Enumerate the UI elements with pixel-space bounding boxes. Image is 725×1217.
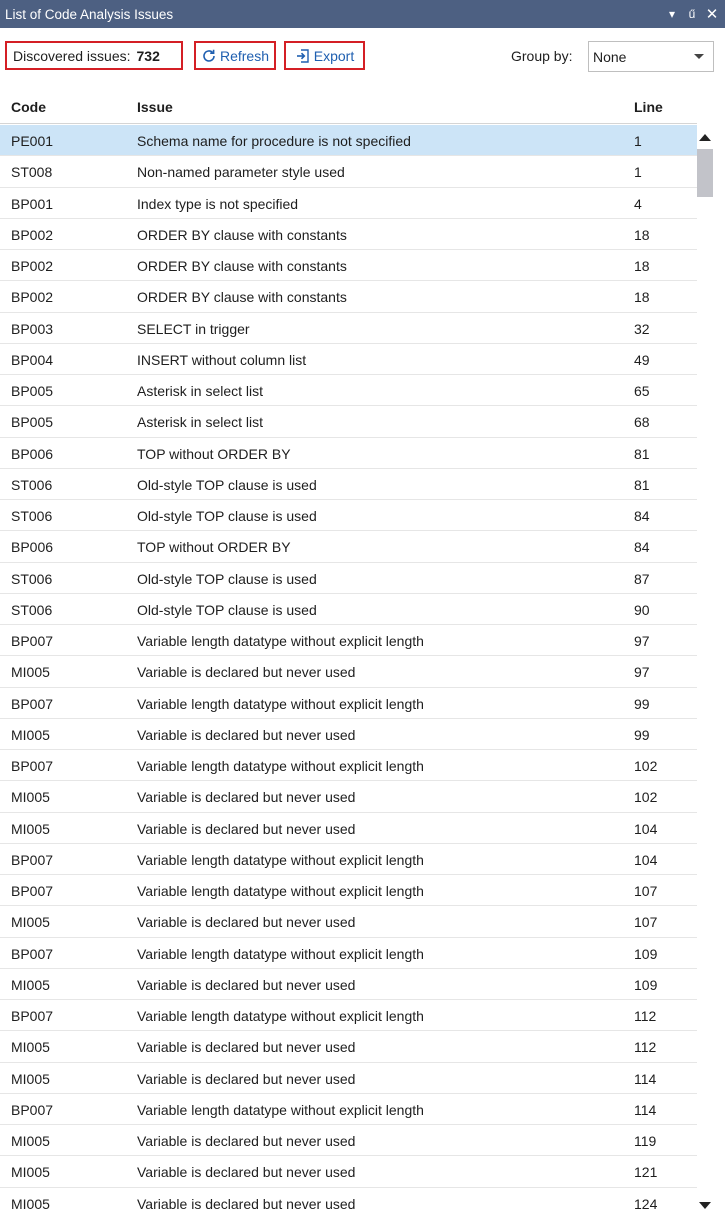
vertical-scrollbar[interactable] [697,125,725,1217]
table-row[interactable] [0,688,697,719]
cell-line: 109 [634,976,658,993]
scroll-up-icon[interactable] [697,129,713,145]
table-row[interactable] [0,1031,697,1062]
table-row[interactable] [0,281,697,312]
cell-issue: Asterisk in select list [137,414,264,431]
cell-line: 97 [634,664,650,681]
grid-header [0,90,697,124]
cell-line: 99 [634,726,650,743]
cell-issue: Variable length datatype without explicit length [137,1008,424,1024]
table-row[interactable] [0,1094,697,1125]
table-row[interactable] [0,375,697,406]
cell-issue: Variable length datatype without explicit length [137,851,424,868]
cell-code: MI005 [11,1039,50,1056]
cell-code: MI005 [11,1164,50,1181]
cell-code: BP002 [11,289,54,306]
cell-code: BP007 [11,1101,54,1118]
cell-line: 102 [634,758,658,774]
cell-line: 121 [634,1164,658,1181]
scroll-thumb[interactable] [697,149,713,197]
table-row[interactable] [0,469,697,500]
cell-issue: Variable is declared but never used [137,914,356,931]
cell-code: BP007 [11,633,54,649]
discovered-issues-label: Discovered issues: [13,47,131,64]
cell-issue: Variable is declared but never used [137,1164,356,1181]
cell-code: PE001 [11,133,54,149]
table-row[interactable] [0,156,697,187]
cell-issue: Variable length datatype without explicit length [137,633,424,649]
cell-line: 97 [634,633,650,649]
refresh-label: Refresh [219,47,270,64]
cell-line: 18 [634,226,650,243]
cell-issue: Variable length datatype without explicit length [137,1101,424,1118]
discovered-issues-count: 732 [136,47,160,64]
table-row[interactable] [0,750,697,781]
table-row[interactable] [0,625,697,656]
cell-code: BP004 [11,351,54,368]
cell-code: BP007 [11,851,54,868]
cell-issue: ORDER BY clause with constants [137,289,347,306]
cell-code: MI005 [11,914,50,931]
cell-issue: Variable is declared but never used [137,664,356,681]
cell-line: 124 [634,1195,658,1212]
cell-line: 49 [634,351,650,368]
cell-code: BP002 [11,258,54,274]
table-row[interactable] [0,781,697,812]
cell-issue: Non-named parameter style used [137,164,345,181]
cell-code: BP001 [11,195,54,212]
column-header-code[interactable]: Code [11,99,46,115]
cell-code: ST008 [11,164,53,181]
chevron-down-icon [694,54,704,59]
issues-grid [0,125,697,1217]
cell-code: MI005 [11,1195,50,1212]
cell-code: MI005 [11,820,50,837]
discovered-issues-counter [5,41,183,70]
cell-line: 114 [634,1101,657,1118]
cell-code: MI005 [11,726,50,743]
cell-issue: Variable length datatype without explicit length [137,883,424,899]
cell-issue: ORDER BY clause with constants [137,226,347,243]
close-icon[interactable]: ✕ [705,6,719,23]
cell-line: 81 [634,445,650,462]
table-row[interactable] [0,1188,697,1217]
cell-issue: ORDER BY clause with constants [137,258,347,274]
cell-line: 90 [634,601,650,618]
cell-issue: Old-style TOP clause is used [137,476,317,493]
table-row[interactable] [0,125,697,156]
cell-issue: Asterisk in select list [137,383,264,399]
window-title: List of Code Analysis Issues [5,6,174,22]
cell-issue: SELECT in trigger [137,320,250,337]
cell-line: 99 [634,695,650,712]
group-by-label: Group by: [511,48,573,64]
cell-issue: Variable is declared but never used [137,1039,356,1056]
table-row[interactable] [0,531,697,562]
cell-code: ST006 [11,570,53,587]
cell-line: 112 [634,1039,657,1056]
table-row[interactable] [0,406,697,437]
cell-line: 112 [634,1008,657,1024]
table-row[interactable] [0,1156,697,1187]
refresh-icon [201,48,217,64]
table-row[interactable] [0,656,697,687]
table-row[interactable] [0,188,697,219]
cell-line: 32 [634,320,650,337]
table-row[interactable] [0,500,697,531]
table-row[interactable] [0,875,697,906]
cell-line: 81 [634,476,650,493]
cell-issue: INSERT without column list [137,351,307,368]
cell-issue: Schema name for procedure is not specified [137,133,411,149]
cell-code: ST006 [11,508,53,524]
cell-code: BP007 [11,883,54,899]
table-row[interactable] [0,719,697,750]
cell-line: 104 [634,851,658,868]
export-icon [295,48,311,64]
cell-line: 18 [634,258,650,274]
cell-line: 87 [634,570,650,587]
table-row[interactable] [0,1000,697,1031]
cell-code: BP005 [11,414,54,431]
scroll-down-icon[interactable] [697,1197,713,1213]
cell-code: MI005 [11,1133,50,1149]
table-row[interactable] [0,938,697,969]
refresh-button[interactable] [194,41,276,70]
cell-issue: Variable is declared but never used [137,1133,356,1149]
window-menu-icon[interactable]: ▾ [668,7,676,21]
cell-line: 104 [634,820,658,837]
table-row[interactable] [0,813,697,844]
cell-issue: Variable length datatype without explicit length [137,758,424,774]
table-row[interactable] [0,1125,697,1156]
pin-icon[interactable]: ű [688,7,696,21]
table-row[interactable] [0,438,697,469]
cell-code: BP007 [11,945,54,962]
table-row[interactable] [0,344,697,375]
cell-line: 1 [634,133,642,149]
cell-code: BP002 [11,226,54,243]
toolbar [0,28,725,86]
window-titlebar [0,0,725,28]
cell-line: 102 [634,789,658,806]
cell-code: BP007 [11,1008,54,1024]
cell-code: BP006 [11,539,54,556]
cell-issue: Variable is declared but never used [137,976,356,993]
table-row[interactable] [0,969,697,1000]
cell-issue: Variable is declared but never used [137,1070,356,1087]
cell-issue: Index type is not specified [137,195,299,212]
cell-line: 18 [634,289,650,306]
cell-issue: Variable length datatype without explicit length [137,695,424,712]
cell-code: MI005 [11,1070,50,1087]
cell-issue: Old-style TOP clause is used [137,508,317,524]
table-row[interactable] [0,250,697,281]
group-by-select[interactable] [588,41,714,72]
column-header-line[interactable]: Line [634,99,663,115]
cell-line: 109 [634,945,658,962]
cell-line: 107 [634,914,658,931]
table-row[interactable] [0,906,697,937]
cell-line: 84 [634,508,650,524]
cell-code: MI005 [11,664,50,681]
table-row[interactable] [0,844,697,875]
cell-line: 4 [634,195,642,212]
cell-issue: TOP without ORDER BY [137,539,291,556]
cell-code: ST006 [11,476,53,493]
cell-issue: TOP without ORDER BY [137,445,291,462]
table-row[interactable] [0,1063,697,1094]
table-row[interactable] [0,594,697,625]
cell-code: BP005 [11,383,54,399]
cell-code: BP003 [11,320,54,337]
cell-issue: Variable is declared but never used [137,820,356,837]
cell-issue: Old-style TOP clause is used [137,601,317,618]
cell-issue: Old-style TOP clause is used [137,570,317,587]
cell-code: BP007 [11,758,54,774]
table-row[interactable] [0,219,697,250]
cell-issue: Variable is declared but never used [137,1195,356,1212]
cell-code: MI005 [11,976,50,993]
cell-issue: Variable is declared but never used [137,789,356,806]
group-by-value: None [593,48,627,65]
cell-line: 119 [634,1133,657,1149]
cell-line: 84 [634,539,650,556]
cell-line: 65 [634,383,650,399]
export-label: Export [313,47,355,64]
cell-code: BP007 [11,695,54,712]
cell-issue: Variable is declared but never used [137,726,356,743]
cell-code: MI005 [11,789,50,806]
cell-code: ST006 [11,601,53,618]
cell-code: BP006 [11,445,54,462]
table-row[interactable] [0,313,697,344]
cell-line: 107 [634,883,658,899]
table-row[interactable] [0,563,697,594]
cell-issue: Variable length datatype without explicit length [137,945,424,962]
cell-line: 114 [634,1070,657,1087]
cell-line: 1 [634,164,642,181]
cell-line: 68 [634,414,650,431]
export-button[interactable] [284,41,365,70]
column-header-issue[interactable]: Issue [137,99,173,115]
